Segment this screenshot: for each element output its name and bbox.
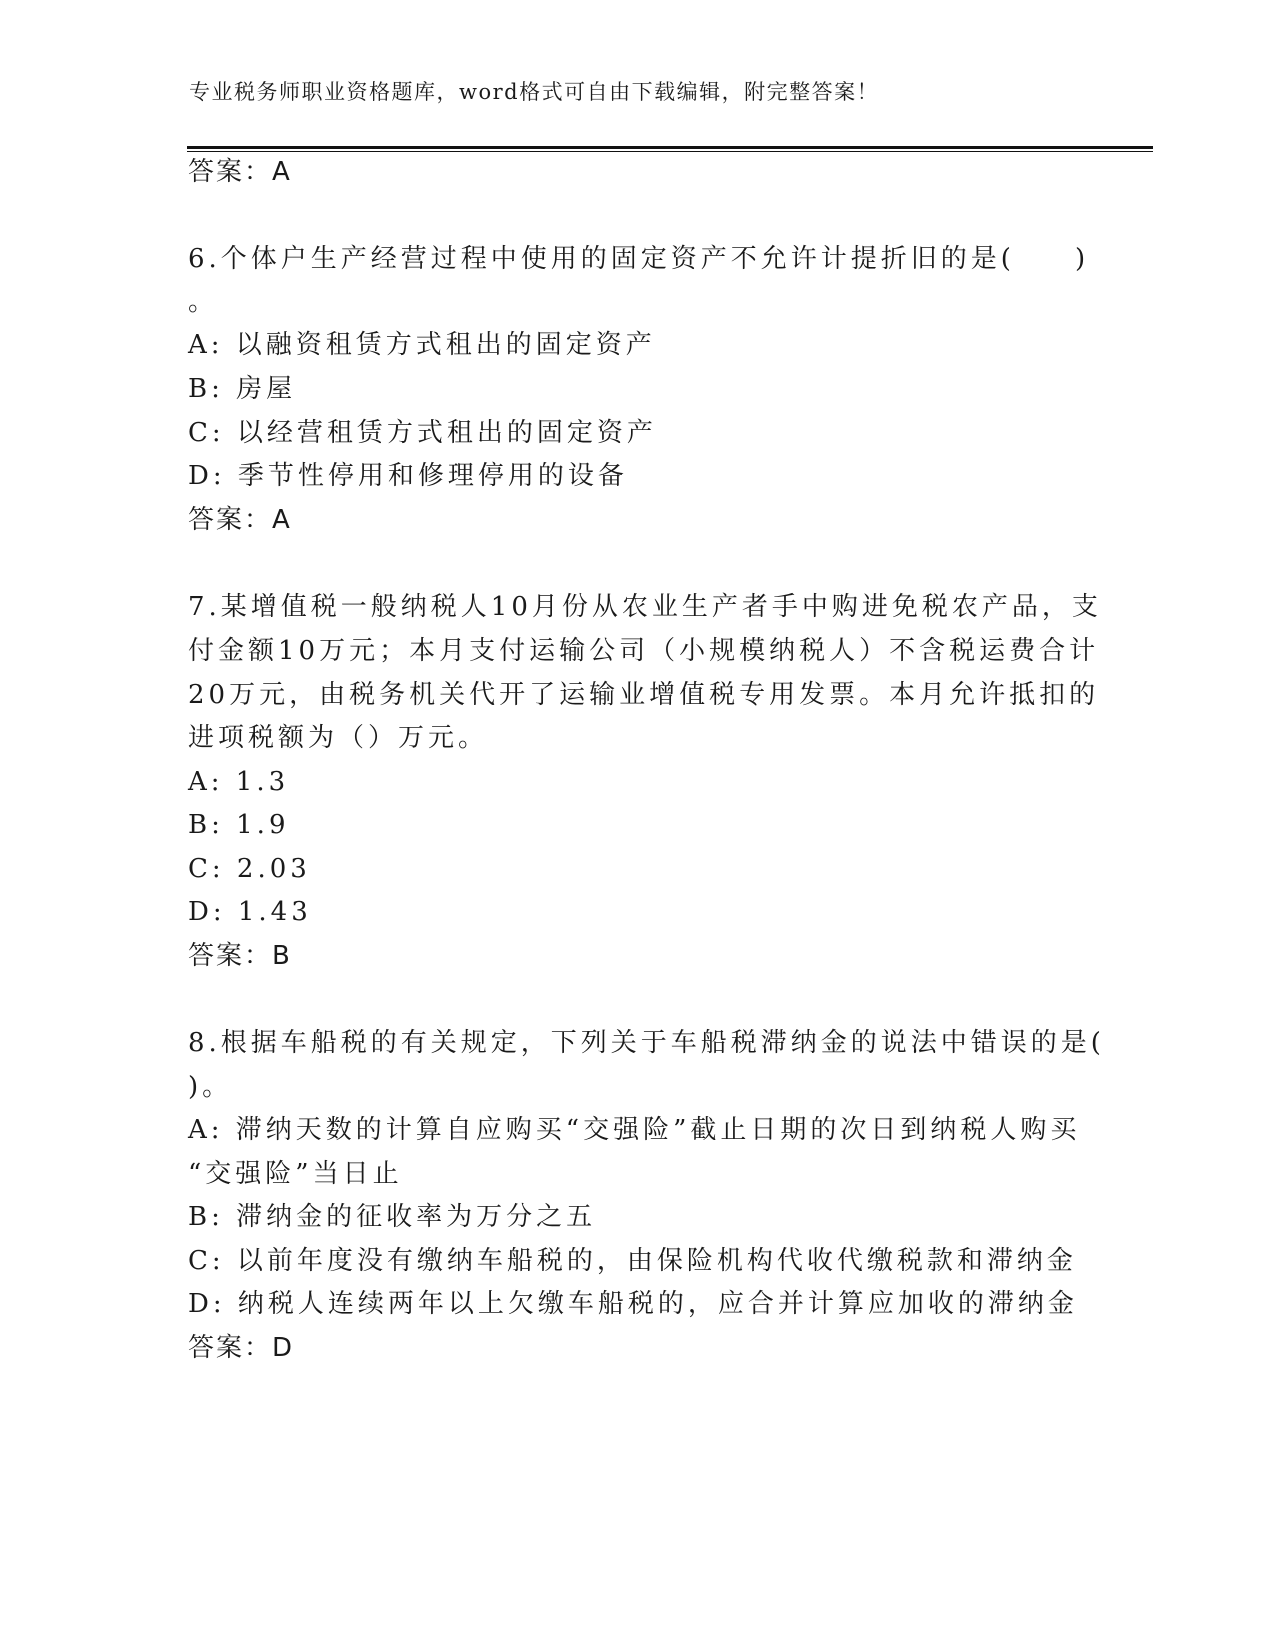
question-6-line-1: 6.个体户生产经营过程中使用的固定资产不允许计提折旧的是( ) bbox=[188, 244, 1090, 274]
question-8-option-d: D: 纳税人连续两年以上欠缴车船税的，应合并计算应加收的滞纳金 bbox=[188, 1289, 1078, 1319]
question-8-option-a: A: 滞纳天数的计算自应购买“交强险”截止日期的次日到纳税人购买 bbox=[188, 1115, 1081, 1145]
question-6-option-d: D: 季节性停用和修理停用的设备 bbox=[188, 461, 628, 491]
question-7-answer: 答案：B bbox=[188, 941, 292, 971]
page-header: 专业税务师职业资格题库，word格式可自由下载编辑，附完整答案！ bbox=[189, 80, 880, 104]
question-8-option-a-cont: “交强险”当日止 bbox=[188, 1159, 403, 1189]
answer-5: 答案：A bbox=[188, 157, 292, 187]
header-rule-thin bbox=[187, 151, 1153, 152]
question-6-option-c: C: 以经营租赁方式租出的固定资产 bbox=[188, 418, 657, 448]
question-6-answer: 答案：A bbox=[188, 505, 292, 535]
question-7-line-4: 进项税额为（）万元。 bbox=[188, 723, 489, 753]
question-8-line-1: 8.根据车船税的有关规定，下列关于车船税滞纳金的说法中错误的是( bbox=[188, 1028, 1105, 1058]
question-8-answer: 答案：D bbox=[188, 1333, 295, 1363]
header-rule-thick bbox=[187, 146, 1153, 149]
question-6-option-b: B: 房屋 bbox=[188, 374, 297, 404]
question-7-option-d: D: 1.43 bbox=[188, 897, 312, 927]
question-7-option-c: C: 2.03 bbox=[188, 854, 311, 884]
question-6-line-2: 。 bbox=[188, 287, 219, 317]
question-7-line-1: 7.某增值税一般纳税人10月份从农业生产者手中购进免税农产品，支 bbox=[188, 592, 1102, 622]
question-8-line-2: )。 bbox=[188, 1072, 233, 1102]
question-8-option-c: C: 以前年度没有缴纳车船税的，由保险机构代收代缴税款和滞纳金 bbox=[188, 1246, 1077, 1276]
question-7-option-a: A: 1.3 bbox=[188, 767, 290, 797]
question-8-option-b: B: 滞纳金的征收率为万分之五 bbox=[188, 1202, 597, 1232]
question-6-option-a: A: 以融资租赁方式租出的固定资产 bbox=[188, 330, 656, 360]
question-7-line-3: 20万元，由税务机关代开了运输业增值税专用发票。本月允许抵扣的 bbox=[188, 680, 1100, 710]
question-7-line-2: 付金额10万元；本月支付运输公司（小规模纳税人）不含税运费合计 bbox=[188, 636, 1100, 666]
question-7-option-b: B: 1.9 bbox=[188, 810, 290, 840]
